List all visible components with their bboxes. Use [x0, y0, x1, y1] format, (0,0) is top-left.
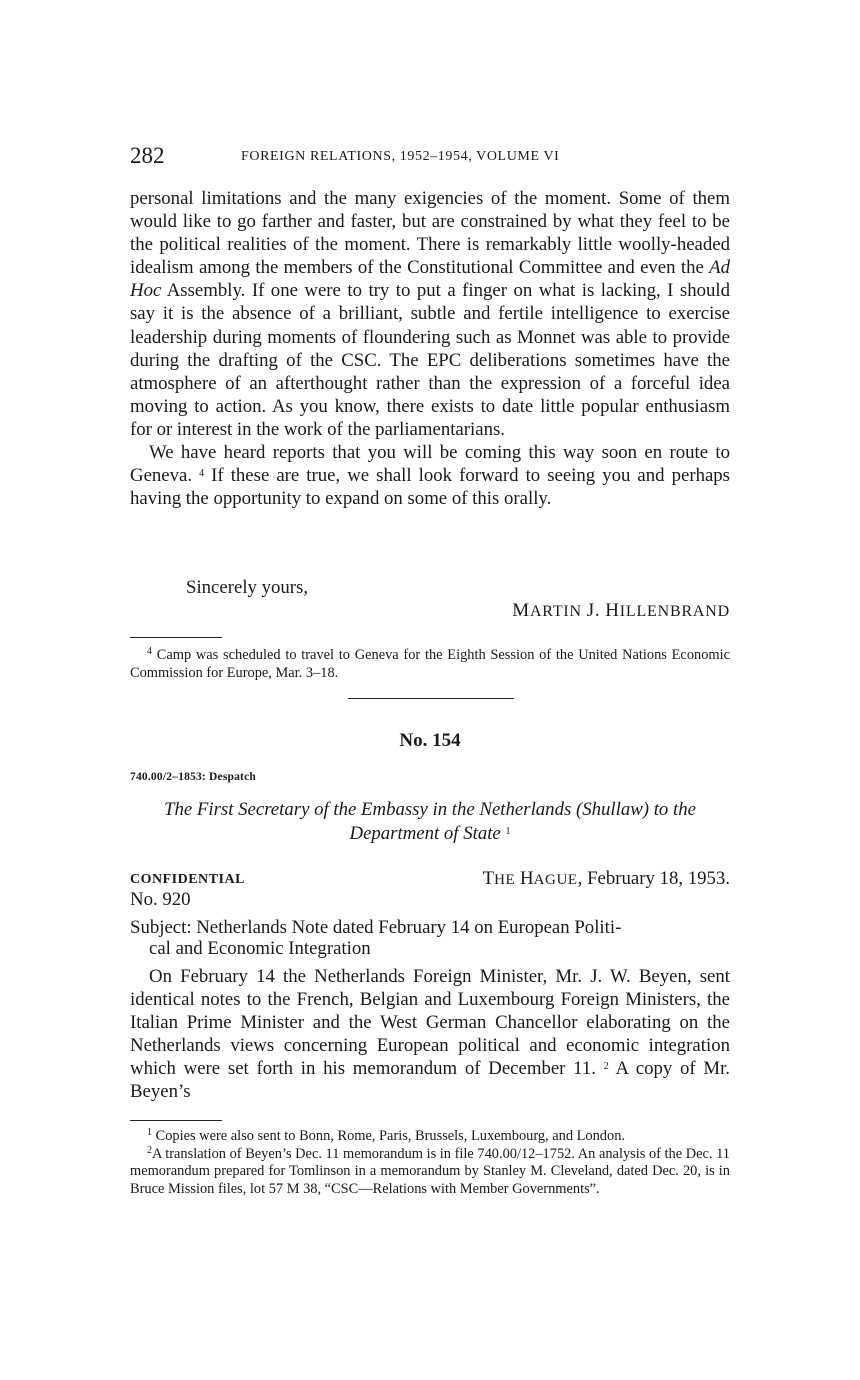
- italic-term: Ad Hoc: [130, 257, 730, 302]
- classification-row: [130, 868, 730, 892]
- letter-paragraph-2: [130, 441, 730, 510]
- section-divider: [348, 698, 514, 699]
- footnote-text: Camp was scheduled to travel to Geneva for the Eighth Session of the United Nations Economic Commission for Europe, Mar. 3–18.: [130, 647, 730, 681]
- document-number: No. 154: [399, 730, 461, 751]
- letter-body: [130, 187, 730, 510]
- subject-text-cont: cal and Economic Integration: [149, 937, 371, 959]
- footnote-reference[interactable]: 1: [505, 825, 511, 837]
- complimentary-close: [130, 577, 730, 599]
- sig-initial: M: [512, 600, 530, 621]
- text-span: A copy of Mr. Beyen’s: [130, 1058, 730, 1103]
- sig-part: ILLENBRAND: [619, 603, 730, 620]
- subject-text: Subject: Netherlands Note dated February 14 on European Politi-: [130, 917, 622, 938]
- despatch-paragraph-1: [130, 965, 730, 1104]
- despatch-number: No. 920: [130, 889, 191, 910]
- text-span: personal limitations and the many exigencies of the moment. Some of them would like to go farther and faster, but are constrained by what they feel to be the political realities of the moment. There is remarkably little woolly-headed idealism among the members of the Constitutional Committee and even the: [130, 188, 730, 279]
- title-text: The First Secretary of the Embassy in the Netherlands (Shullaw) to the Department of State: [164, 799, 696, 844]
- place-initial: H: [520, 868, 534, 889]
- footnote-rule: [130, 1120, 222, 1121]
- signature: [512, 600, 730, 622]
- footnote-2: [130, 1146, 730, 1199]
- despatch-body: [130, 965, 730, 1104]
- place-part: AGUE: [533, 872, 578, 888]
- document-title: [130, 798, 730, 845]
- footnote-text: A translation of Beyen’s Dec. 11 memorandum is in file 740.00/12–1752. An analysis of the Dec. 11 memorandum prepared for Tomlinson in a memorandum by Stanley M. Cleveland, dated Dec. 20, is in Bruce Mission files, lot 57 M 38, “CSC—Relations with Member Governments”.: [130, 1145, 730, 1197]
- closing-text: Sincerely yours,: [186, 577, 309, 598]
- footnote-4: [130, 647, 730, 682]
- letter-paragraph-1: [130, 187, 730, 441]
- footnote-rule: [130, 637, 222, 638]
- page-number: 282: [130, 143, 165, 168]
- text-span: On February 14 the Netherlands Foreign Minister, Mr. J. W. Beyen, sent identical notes to the French, Belgian and Luxembourg Foreign Ministers, the Italian Prime Minister and the West German Chancellor elaborating on the Netherlands views concerning European political and economic integration which were set forth in his memorandum of December 11.: [130, 966, 730, 1080]
- sig-part: ARTIN: [529, 603, 582, 620]
- file-reference: 740.00/2–1853: Despatch: [130, 771, 256, 783]
- date-text: , February 18, 1953.: [577, 868, 730, 889]
- footnote-1: [130, 1128, 730, 1146]
- running-title: FOREIGN RELATIONS, 1952–1954, VOLUME VI: [241, 149, 560, 164]
- footnote-text: Copies were also sent to Bonn, Rome, Paris, Brussels, Luxembourg, and London.: [155, 1128, 625, 1144]
- classification-label: CONFIDENTIAL: [130, 872, 245, 887]
- text-span: If these are true, we shall look forward to seeing you and perhaps having the opportunity to expand on some of this orally.: [130, 465, 730, 510]
- place-date: [483, 868, 730, 890]
- footnotes-bottom: [130, 1128, 730, 1198]
- subject-line: [130, 918, 730, 959]
- place-part: HE: [494, 872, 516, 888]
- page-header: [130, 143, 730, 173]
- footnote-reference[interactable]: 4: [199, 468, 205, 480]
- sig-middle: J.: [586, 600, 601, 621]
- footnote-reference[interactable]: 2: [603, 1061, 609, 1073]
- footnote-marker: 4: [147, 646, 152, 657]
- place-initial: T: [482, 868, 495, 889]
- footnote-marker: 1: [147, 1127, 152, 1138]
- text-span: We have heard reports that you will be coming this way soon en route to Geneva.: [130, 442, 730, 487]
- sig-initial: H: [605, 600, 620, 621]
- footnote-marker: 2: [147, 1144, 152, 1156]
- text-span: Assembly. If one were to try to put a finger on what is lacking, I should say it is the absence of a brilliant, subtle and fertile intelligence to exercise leadership during moments of floundering such as Monnet was able to provide during the drafting of the CSC. The EPC deliberations sometimes have the atmosphere of an afterthought rather than the expression of a forceful idea moving to action. As you know, there exists to date little popular enthusiasm for or interest in the work of the parliamentarians.: [130, 280, 730, 440]
